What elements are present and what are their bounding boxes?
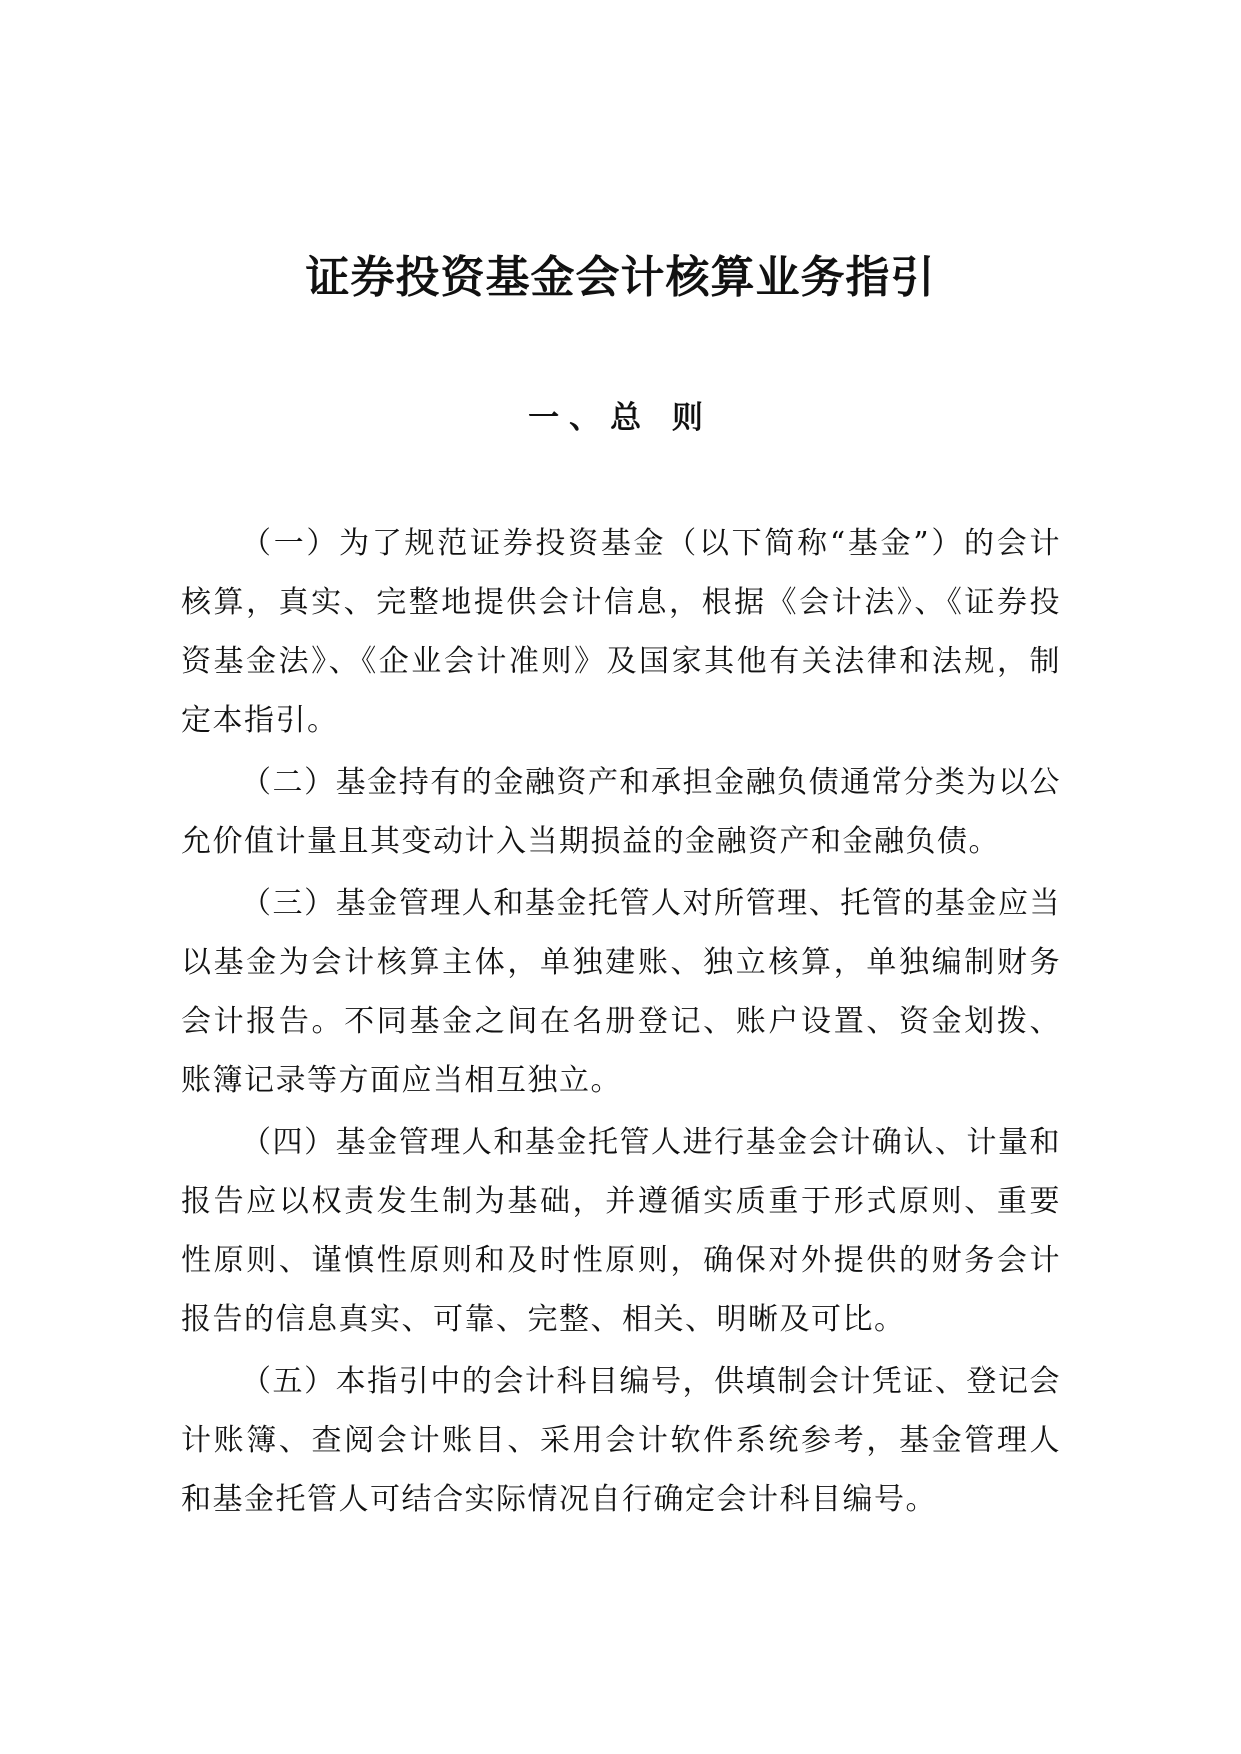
paragraph-3: （三）基金管理人和基金托管人对所管理、托管的基金应当以基金为会计核算主体，单独建账、独立核算，单独编制财务会计报告。不同基金之间在名册登记、账户设置、资金划拨、账簿记录等方面应当相互独立。 [181,886,1061,1098]
paragraph-2: （二）基金持有的金融资产和承担金融负债通常分类为以公允价值计量且其变动计入当期损益的金融资产和金融负债。 [181,765,1061,859]
section-heading: 一、总 则 [528,400,713,436]
paragraph-5: （五）本指引中的会计科目编号，供填制会计凭证、登记会计账簿、查阅会计账目、采用会计软件系统参考，基金管理人和基金托管人可结合实际情况自行确定会计科目编号。 [181,1364,1061,1517]
document-body [181,514,1061,1529]
paragraph-4: （四）基金管理人和基金托管人进行基金会计确认、计量和报告应以权责发生制为基础，并遵循实质重于形式原则、重要性原则、谨慎性原则和及时性原则，确保对外提供的财务会计报告的信息真实、可靠、完整、相关、明晰及可比。 [181,1125,1061,1337]
paragraph-1: （一）为了规范证券投资基金（以下简称“基金”）的会计核算，真实、完整地提供会计信息，根据《会计法》、《证券投资基金法》、《企业会计准则》及国家其他有关法律和法规，制定本指引。 [181,526,1061,738]
document-title: 证券投资基金会计核算业务指引 [305,252,936,303]
